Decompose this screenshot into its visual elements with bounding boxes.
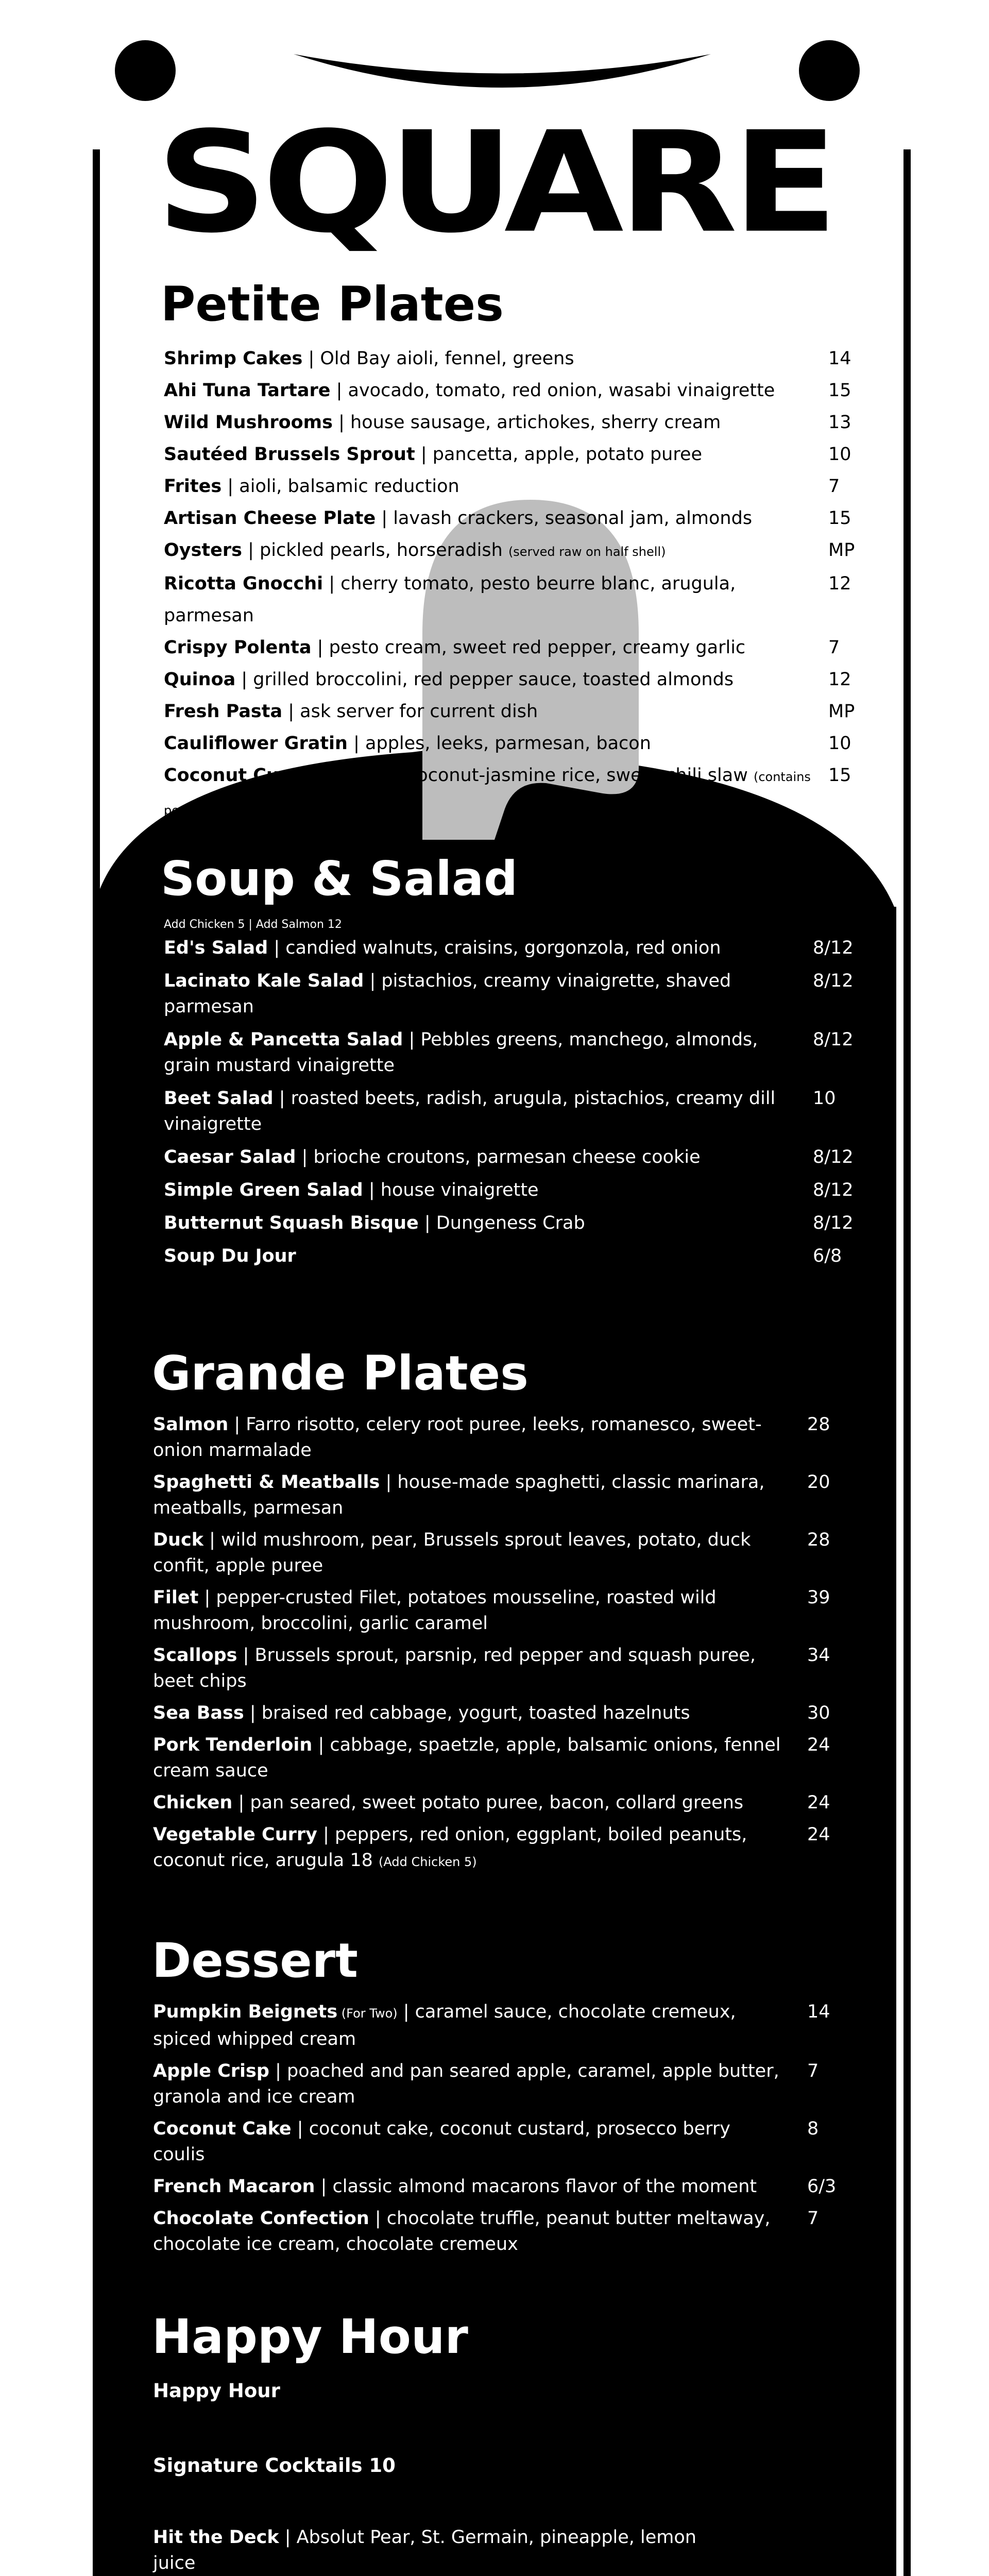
item-desc: | coconut cake, coconut custard, prosecco berry coulis (153, 2119, 730, 2165)
menu-item (164, 343, 875, 375)
menu-item-text (164, 1144, 792, 1170)
item-price: 6/8 (813, 1246, 842, 1266)
item-price: 8/12 (813, 1180, 854, 1200)
item-price: 8/12 (813, 938, 854, 958)
item-price: 15 (828, 508, 851, 529)
menu-item-text (164, 502, 828, 534)
menu-item (153, 2206, 874, 2257)
item-name: Duck (153, 1530, 203, 1550)
item-desc: | poached and pan seared apple, caramel, apple butter, granola and ice cream (153, 2061, 779, 2107)
item-desc: | Dungeness Crab (418, 1213, 585, 1233)
item-name: Artisan Cheese Plate (164, 508, 376, 529)
menu-item (153, 1527, 874, 1579)
happy-hour-title: Happy Hour (152, 2309, 468, 2364)
item-desc: | grilled broccolini, red pepper sauce, toasted almonds (235, 669, 734, 690)
menu-item (164, 727, 875, 759)
item-name: Ricotta Gnocchi (164, 573, 323, 594)
menu-item (153, 2116, 874, 2167)
menu-item-text (153, 1700, 787, 1726)
item-desc: | caramel sauce, chocolate cremeux, spiced whipped cream (153, 2002, 736, 2049)
menu-item-text (153, 1642, 787, 1694)
item-name: Ed's Salad (164, 938, 268, 958)
soup-salad-list (164, 935, 880, 1276)
menu-item-text (153, 2116, 787, 2167)
item-desc: | pancetta, apple, potato puree (415, 444, 703, 465)
item-price: 8/12 (813, 1213, 854, 1233)
item-name: Caesar Salad (164, 1147, 296, 1167)
item-desc: | chocolate truffle, peanut butter meltaway, chocolate ice cream, chocolate cremeux (153, 2208, 771, 2255)
item-price: 12 (828, 573, 851, 594)
menu-item-text (164, 375, 828, 406)
item-desc: | candied walnuts, craisins, gorgonzola, red onion (268, 938, 721, 958)
item-price: 34 (807, 1645, 830, 1666)
menu-item (153, 1790, 874, 1816)
item-name: Sautéed Brussels Sprout (164, 444, 415, 465)
menu-item (164, 1144, 880, 1170)
item-name: Apple & Pancetta Salad (164, 1029, 403, 1050)
menu-item (164, 935, 880, 961)
menu-item (153, 1700, 874, 1726)
item-desc: | Pebbles greens, manchego, almonds, grain mustard vinaigrette (164, 1029, 758, 1076)
item-price: 8 (807, 2119, 819, 2139)
menu-item-text (153, 1585, 787, 1636)
menu-item-text (164, 343, 828, 375)
menu-item-text (164, 664, 828, 696)
item-desc: | roasted beets, radish, arugula, pistachios, creamy dill vinaigrette (164, 1088, 776, 1134)
item-price: 7 (828, 476, 840, 497)
item-price: MP (828, 540, 855, 561)
item-name: Pumpkin Beignets (153, 2002, 338, 2022)
menu-item-text (164, 438, 828, 470)
item-price: 20 (807, 1472, 830, 1493)
menu-item-text (153, 1790, 787, 1816)
item-note: (Add Chicken 5) (379, 1855, 477, 1869)
item-price: 8/12 (813, 1147, 854, 1167)
item-name: Shrimp Cakes (164, 348, 303, 369)
item-price: 28 (807, 1530, 830, 1550)
menu-item (164, 1086, 880, 1137)
menu-item-text (164, 935, 792, 961)
menu-item (153, 1469, 874, 1521)
item-name: Sea Bass (153, 1703, 244, 1723)
grande-plates-title: Grande Plates (152, 1346, 528, 1401)
menu-item (164, 759, 875, 826)
menu-item (153, 1642, 874, 1694)
menu-item (164, 1027, 880, 1078)
item-name: Lacinato Kale Salad (164, 971, 364, 991)
menu-item (153, 1732, 874, 1784)
menu-item (153, 1412, 874, 1463)
menu-item-text (164, 759, 828, 826)
item-name: Wild Mushrooms (164, 412, 333, 433)
menu-item (164, 1177, 880, 1203)
menu-item (164, 968, 880, 1020)
item-name: Cauliflower Gratin (164, 733, 348, 754)
item-name: Frites (164, 476, 222, 497)
menu-item (164, 1243, 880, 1269)
menu-item (153, 2058, 874, 2110)
item-price: 8/12 (813, 971, 854, 991)
item-price: 28 (807, 1414, 830, 1435)
item-name: Butternut Squash Bisque (164, 1213, 419, 1233)
menu-item (164, 470, 875, 502)
menu-item (164, 406, 875, 438)
menu-item-text (164, 696, 828, 727)
item-name: Apple Crisp (153, 2061, 269, 2081)
menu-item (153, 1822, 874, 1875)
petite-plates-list (164, 343, 875, 826)
menu-item (153, 1585, 874, 1636)
happy-hour-subtitle: Happy Hour (153, 2380, 280, 2402)
item-name: Pork Tenderloin (153, 1735, 313, 1755)
petite-plates-title: Petite Plates (161, 277, 504, 332)
item-price: 7 (807, 2208, 819, 2229)
item-desc: | Absolut Pear, St. Germain, pineapple, lemon juice (153, 2527, 696, 2573)
menu-item-text (164, 1210, 792, 1236)
item-name: Chicken (153, 1792, 233, 1813)
item-name: Scallops (153, 1645, 237, 1666)
cocktail-list (153, 2524, 730, 2576)
item-price: 12 (828, 669, 851, 690)
dessert-title: Dessert (152, 1933, 359, 1988)
menu-item-text (153, 1412, 787, 1463)
menu-item (153, 1999, 874, 2052)
item-price: 7 (828, 637, 840, 658)
item-price: 13 (828, 412, 851, 433)
item-desc: | cherry tomato, pesto beurre blanc, arugula, parmesan (164, 573, 736, 626)
right-dot (799, 40, 860, 101)
item-name: Salmon (153, 1414, 229, 1435)
item-name: Hit the Deck (153, 2527, 279, 2548)
menu-item-text (164, 727, 828, 759)
item-name: Beet Salad (164, 1088, 274, 1109)
item-desc: | brioche croutons, parmesan cheese cookie (296, 1147, 701, 1167)
menu-item-text (153, 1469, 787, 1521)
menu-item (153, 2524, 730, 2576)
item-price: 7 (807, 2061, 819, 2081)
menu-item-text (164, 632, 828, 664)
menu-item-text (153, 2524, 730, 2576)
item-name: Spaghetti & Meatballs (153, 1472, 380, 1493)
item-price: 8/12 (813, 1029, 854, 1050)
item-desc: | pesto cream, sweet red pepper, creamy garlic (311, 637, 746, 658)
menu-item-text (164, 968, 792, 1020)
item-name: Vegetable Curry (153, 1824, 317, 1845)
menu-item-text (164, 568, 828, 632)
menu-item-text (164, 1086, 792, 1137)
item-name: French Macaron (153, 2176, 315, 2197)
item-note: (served raw on half shell) (508, 545, 666, 559)
menu-item (164, 502, 875, 534)
item-price: 14 (828, 348, 851, 369)
menu-item-text (153, 1527, 787, 1579)
item-name: Chocolate Confection (153, 2208, 369, 2229)
menu-item (164, 664, 875, 696)
item-price: 6/3 (807, 2176, 837, 2197)
menu-item-text (153, 1999, 787, 2052)
item-desc: | aioli, balsamic reduction (221, 476, 459, 497)
item-desc: | cabbage, spaetzle, apple, balsamic onions, fennel cream sauce (153, 1735, 781, 1781)
item-name: Quinoa (164, 669, 236, 690)
item-desc: | coconut-jasmine rice, sweet chili slaw (389, 765, 754, 786)
menu-item (164, 632, 875, 664)
item-name: Coconut Cake (153, 2119, 292, 2139)
item-note: (contains peanuts) (164, 770, 811, 818)
smile-arc (288, 44, 716, 95)
item-desc: | ask server for current dish (282, 701, 538, 722)
item-price: 39 (807, 1587, 830, 1608)
item-price: MP (828, 701, 855, 722)
item-price: 14 (807, 2002, 830, 2022)
item-price: 24 (807, 1792, 830, 1813)
item-price: 10 (828, 444, 851, 465)
menu-item (164, 696, 875, 727)
menu-item (164, 375, 875, 406)
item-desc: | wild mushroom, pear, Brussels sprout leaves, potato, duck confit, apple puree (153, 1530, 751, 1576)
item-desc: | braised red cabbage, yogurt, toasted hazelnuts (244, 1703, 690, 1723)
item-desc: | house-made spaghetti, classic marinara, meatballs, parmesan (153, 1472, 765, 1518)
item-desc: | pickled pearls, horseradish (242, 540, 508, 561)
item-price: 24 (807, 1824, 830, 1845)
cocktails-heading: Signature Cocktails 10 (153, 2454, 396, 2477)
item-name: Ahi Tuna Tartare (164, 380, 331, 401)
item-price: 15 (828, 765, 851, 786)
item-price: 10 (828, 733, 851, 754)
menu-item-text (153, 1732, 787, 1784)
item-price: 10 (813, 1088, 836, 1109)
soup-addon-note: Add Chicken 5 | Add Salmon 12 (164, 918, 342, 931)
item-name: Simple Green Salad (164, 1180, 363, 1200)
item-desc: | peppers, red onion, eggplant, boiled peanuts, coconut rice, arugula 18 (153, 1824, 747, 1871)
menu-item-text (153, 2058, 787, 2110)
menu-item-text (164, 534, 828, 568)
menu-item-text (164, 1243, 792, 1269)
menu-item-text (164, 1177, 792, 1203)
item-price: 24 (807, 1735, 830, 1755)
item-desc: | house vinaigrette (363, 1180, 539, 1200)
menu-item-text (164, 1027, 792, 1078)
item-price: 30 (807, 1703, 830, 1723)
menu-item-text (153, 1822, 787, 1875)
item-desc: | Brussels sprout, parsnip, red pepper and squash puree, beet chips (153, 1645, 756, 1691)
restaurant-title: SQUARE (156, 101, 833, 264)
item-desc: | classic almond macarons flavor of the moment (315, 2176, 757, 2197)
menu-item (164, 438, 875, 470)
item-desc: | pistachios, creamy vinaigrette, shaved parmesan (164, 971, 731, 1017)
item-name: Filet (153, 1587, 199, 1608)
menu-item-text (164, 470, 828, 502)
item-desc: | lavash crackers, seasonal jam, almonds (376, 508, 753, 529)
item-desc: | pepper-crusted Filet, potatoes mousseline, roasted wild mushroom, broccolini, garlic caramel (153, 1587, 717, 1634)
menu-item-text (153, 2174, 787, 2199)
item-name: Coconut Curry Prawns (164, 765, 390, 786)
menu-item (164, 568, 875, 632)
menu-item-text (153, 2206, 787, 2257)
item-name: Fresh Pasta (164, 701, 283, 722)
item-desc: | Farro risotto, celery root puree, leeks, romanesco, sweet-onion marmalade (153, 1414, 762, 1461)
grande-plates-list (153, 1412, 874, 1881)
item-desc: | pan seared, sweet potato puree, bacon, collard greens (232, 1792, 744, 1813)
item-desc: | Old Bay aioli, fennel, greens (302, 348, 574, 369)
item-desc: | apples, leeks, parmesan, bacon (347, 733, 651, 754)
item-name: Oysters (164, 540, 242, 561)
item-name: Crispy Polenta (164, 637, 312, 658)
item-price: 15 (828, 380, 851, 401)
item-desc: | avocado, tomato, red onion, wasabi vinaigrette (330, 380, 775, 401)
soup-salad-title: Soup & Salad (161, 851, 518, 906)
item-note: (For Two) (337, 2006, 398, 2021)
menu-item-text (164, 406, 828, 438)
menu-item (164, 534, 875, 568)
menu-item (164, 1210, 880, 1236)
dessert-list (153, 1999, 874, 2263)
menu-item (153, 2174, 874, 2199)
item-name: Soup Du Jour (164, 1246, 296, 1266)
left-dot (115, 40, 176, 101)
item-desc: | house sausage, artichokes, sherry cream (333, 412, 721, 433)
